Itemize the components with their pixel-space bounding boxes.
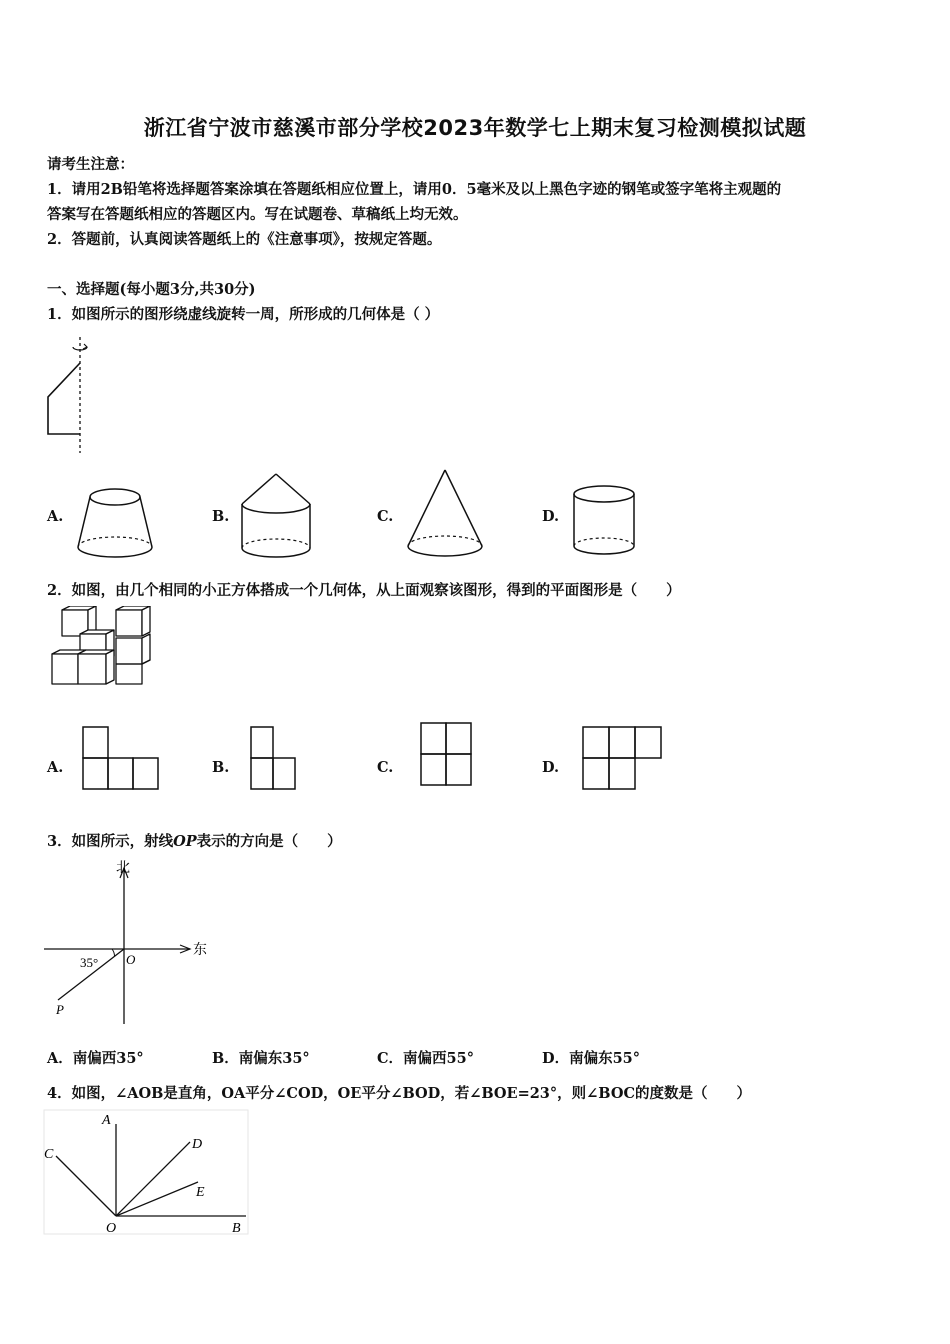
- q2-option-d-grid: [580, 724, 664, 792]
- q1-option-d-label[interactable]: D.: [542, 508, 560, 525]
- frustum-icon: [72, 485, 162, 567]
- point-o-label: O: [126, 952, 136, 967]
- q1-option-b-label[interactable]: B.: [212, 508, 230, 525]
- question-3-text: [47, 830, 342, 851]
- q2-option-a-label[interactable]: A.: [47, 759, 64, 776]
- q2-option-c-grid: [418, 720, 474, 788]
- section-heading: 一、选择题(每小题3分,共30分): [47, 281, 256, 298]
- q3-option-c[interactable]: C．南偏西55°: [377, 1050, 474, 1067]
- question-4-angle-figure: [40, 1108, 252, 1238]
- north-label: 北: [116, 861, 130, 876]
- point-p-label: P: [56, 1002, 64, 1017]
- notice-heading: 请考生注意：: [47, 156, 134, 173]
- notice-line-2: 2．答题前，认真阅读答题纸上的《注意事项》，按规定答题。: [47, 231, 442, 248]
- point-b-label: B: [232, 1221, 241, 1236]
- question-3-var: OP: [173, 833, 197, 850]
- q3-option-b[interactable]: B．南偏东35°: [212, 1050, 310, 1067]
- notice-line-1b: 答案写在答题纸相应的答题区内。写在试题卷、草稿纸上均无效。: [47, 206, 468, 223]
- q1-option-a-label[interactable]: A.: [47, 508, 64, 525]
- question-2-cube-figure: [44, 606, 164, 690]
- q3-option-d[interactable]: D．南偏东55°: [542, 1050, 641, 1067]
- q2-option-a-grid: [80, 724, 160, 792]
- point-o-label: O: [106, 1221, 117, 1236]
- q1-option-c-label[interactable]: C.: [377, 508, 394, 525]
- page-title: 浙江省宁波市慈溪市部分学校2023年数学七上期末复习检测模拟试题: [143, 116, 807, 140]
- question-1-figure: [40, 335, 100, 455]
- q2-option-b-label[interactable]: B.: [212, 759, 230, 776]
- east-label: 东: [193, 943, 207, 958]
- question-4-text: 4．如图，∠AOB是直角，OA平分∠COD，OE平分∠BOD，若∠BOE=23°，则∠BOC的度数是（ ）: [47, 1085, 751, 1102]
- question-1-text: 1．如图所示的图形绕虚线旋转一周，所形成的几何体是（ ）: [47, 306, 440, 323]
- q2-option-d-label[interactable]: D.: [542, 759, 560, 776]
- q2-option-c-label[interactable]: C.: [377, 759, 394, 776]
- cone-icon: [402, 466, 490, 566]
- point-d-label: D: [192, 1137, 203, 1152]
- cylinder-icon: [568, 482, 640, 566]
- point-a-label: A: [102, 1113, 111, 1128]
- question-3-compass-figure: [40, 856, 220, 1031]
- point-e-label: E: [196, 1185, 205, 1200]
- q3-option-a[interactable]: A．南偏西35°: [47, 1050, 144, 1067]
- point-c-label: C: [44, 1147, 54, 1162]
- question-3-suffix: 表示的方向是（ ）: [196, 833, 342, 850]
- angle-label: 35°: [80, 955, 99, 970]
- notice-line-1a: 1．请用2B铅笔将选择题答案涂填在答题纸相应位置上，请用0．5毫米及以上黑色字迹的钢笔或签字笔将主观题的: [47, 181, 782, 198]
- q2-option-b-grid: [248, 724, 300, 792]
- question-3-prefix: 3．如图所示，射线: [47, 833, 174, 850]
- question-2-text: 2．如图，由几个相同的小正方体搭成一个几何体，从上面观察该图形，得到的平面图形是（ ）: [47, 582, 681, 599]
- cone-on-cylinder-icon: [236, 470, 316, 566]
